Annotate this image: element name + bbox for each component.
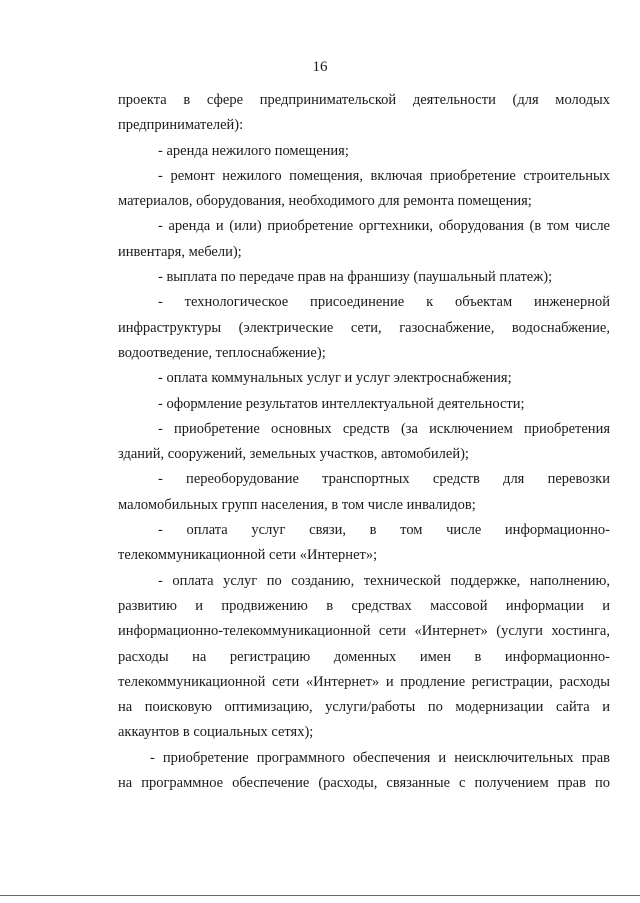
text-line: предпринимателей): — [118, 117, 244, 134]
text-line: зданий, сооружений, земельных участков, автомобилей); — [118, 446, 469, 463]
text-line: - приобретение программного обеспечения и неисключительных прав — [150, 749, 610, 766]
text-line: - технологическое присоединение к объектам инженерной — [158, 294, 610, 311]
list-item-franchise — [118, 265, 610, 290]
list-item-office-equipment — [118, 214, 610, 265]
list-item-fixed-assets — [118, 417, 610, 468]
text-line: - оплата коммунальных услуг и услуг электроснабжения; — [158, 370, 512, 387]
list-item-vehicle-conversion — [118, 467, 610, 518]
text-line: телекоммуникационной сети «Интернет»; — [118, 547, 378, 564]
text-line: - аренда и (или) приобретение оргтехники, оборудования (в том числе — [158, 218, 610, 235]
text-line: телекоммуникационной сети «Интернет» и продление регистрации, расходы — [118, 673, 610, 690]
scan-edge-divider — [0, 895, 640, 896]
list-item-utilities — [118, 366, 610, 391]
text-line: расходы на регистрацию доменных имен в информационно- — [118, 648, 610, 665]
list-item-intellectual — [118, 392, 610, 417]
text-line: - переоборудование транспортных средств для перевозки — [158, 471, 610, 488]
text-line: информационно-телекоммуникационной сети «Интернет» (услуги хостинга, — [118, 623, 610, 640]
text-line: на программное обеспечение (расходы, связанные с получением прав по — [118, 775, 610, 792]
text-line: - аренда нежилого помещения; — [158, 142, 349, 159]
text-line: - выплата по передаче прав на франшизу (паушальный платеж); — [158, 269, 553, 286]
paragraph-project-intro — [118, 88, 610, 139]
list-item-web-services — [118, 569, 610, 746]
text-line: инфраструктуры (электрические сети, газоснабжение, водоснабжение, — [118, 319, 610, 336]
text-line: - ремонт нежилого помещения, включая приобретение строительных — [158, 167, 610, 184]
text-line: инвентаря, мебели); — [118, 243, 242, 260]
text-line: - оформление результатов интеллектуальной деятельности; — [158, 395, 525, 412]
text-line: проекта в сфере предпринимательской деятельности (для молодых — [118, 92, 610, 108]
list-item-software — [118, 746, 610, 797]
text-line: - оплата услуг по созданию, технической поддержке, наполнению, — [158, 572, 610, 589]
page-number: 16 — [312, 59, 328, 75]
text-line: водоотведение, теплоснабжение); — [118, 344, 326, 361]
list-item-repair — [118, 164, 610, 215]
text-line: аккаунтов в социальных сетях); — [118, 724, 314, 741]
text-line: на поисковую оптимизацию, услуги/работы по модернизации сайта и — [118, 699, 610, 716]
text-line: - оплата услуг связи, в том числе информационно- — [158, 522, 610, 539]
text-line: маломобильных групп населения, в том числе инвалидов; — [118, 496, 476, 513]
text-line: материалов, оборудования, необходимого для ремонта помещения; — [118, 193, 532, 210]
list-item-rent — [118, 139, 610, 164]
document-body — [118, 88, 610, 796]
text-line: - приобретение основных средств (за исключением приобретения — [158, 420, 610, 437]
list-item-communication — [118, 518, 610, 569]
list-item-infrastructure — [118, 290, 610, 366]
text-line: развитию и продвижению в средствах массовой информации и — [118, 597, 610, 614]
